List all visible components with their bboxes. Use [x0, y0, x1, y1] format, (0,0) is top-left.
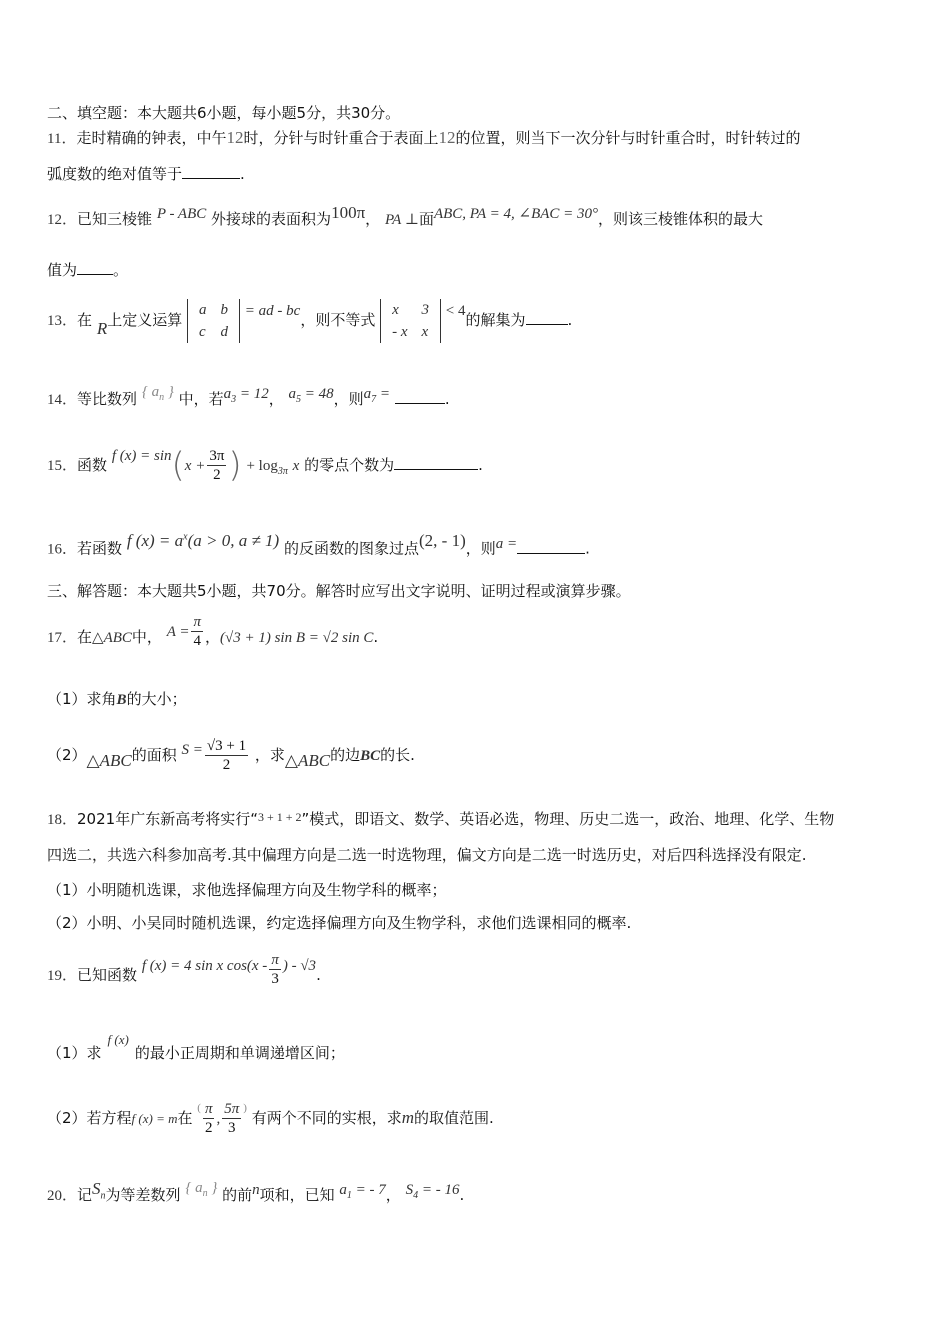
q11-end: .: [240, 165, 245, 183]
q20-number: 20．: [47, 1188, 78, 1204]
q17-p2-text-4: 的边: [330, 746, 361, 764]
q15-function: f (x) = sin: [111, 448, 172, 464]
q20-text-3: 的前: [222, 1186, 253, 1204]
det-cell: a: [199, 301, 207, 318]
q14-text-2: 中，若: [178, 390, 224, 408]
q12-answer-blank[interactable]: [77, 260, 113, 275]
q15-frac-den: 2: [213, 467, 221, 483]
det-cell: 3: [421, 301, 430, 318]
section-2-title: 二、填空题：本大题共6小题，每小题5分，共30分。: [47, 104, 401, 122]
question-19-part-2: [47, 1093, 494, 1145]
q15-end: .: [478, 456, 483, 474]
q16-condition: (a > 0, a ≠ 1): [187, 530, 280, 550]
q17-p2-text-3: ，求: [254, 746, 285, 764]
q13-definition: = ad - bc: [244, 303, 301, 319]
q19-interval-open: (: [197, 1102, 201, 1114]
q17-p2-fraction: [205, 737, 248, 774]
q12-text-5: 值为: [47, 261, 78, 279]
question-12: [47, 203, 764, 231]
question-17-part-2: [47, 730, 415, 781]
q20-an: a: [195, 1180, 203, 1196]
q17-p1-text-2: 的大小；: [126, 690, 187, 708]
question-17-part-1: [47, 688, 187, 711]
q14-a5-value: = 48: [304, 386, 334, 402]
question-18-part-1: [47, 879, 447, 901]
det-cell: x: [392, 301, 399, 318]
det-cell: - x: [392, 323, 408, 340]
det-cell: d: [220, 323, 228, 340]
q13-text-3: ，则不等式: [300, 311, 376, 329]
q19-i1-den: 2: [204, 1120, 213, 1136]
q15-log-base: 3π: [277, 466, 288, 477]
q19-interval-comma: ,: [216, 1111, 221, 1127]
q19-p2-text-3: 有两个不同的实根，求: [251, 1109, 402, 1127]
q17-p2-text-5: 的长.: [380, 746, 415, 764]
q19-number: 19．: [47, 968, 78, 984]
q17-p2-triangle: △ABC: [86, 751, 132, 770]
q19-p2-m: m: [401, 1108, 414, 1127]
question-16: [47, 530, 590, 561]
q14-end: .: [444, 390, 450, 408]
q18-text-1: 2021年广东新高考将实行“: [77, 810, 258, 828]
q16-end: .: [585, 539, 590, 558]
q12-number: 12．: [47, 212, 78, 228]
q19-interval-right: [222, 1100, 241, 1137]
q11-text-4: 弧度数的绝对值等于: [47, 165, 183, 183]
q14-sequence: { $a_n$ }: [141, 384, 174, 403]
q20-sn: $S_n$: [92, 1179, 106, 1202]
q17-p2-bc: BC: [360, 748, 381, 764]
q14-a3: $a_3 = 12$: [223, 386, 269, 405]
q15-inner: x +: [184, 458, 206, 474]
q12-text-1: 已知三棱锥: [77, 210, 153, 228]
q12-tetrahedron: P - ABC: [156, 206, 207, 222]
q20-a1-value: = - 7: [355, 1182, 386, 1198]
q13-text-4: 的解集为: [465, 311, 526, 329]
q20-s: S: [92, 1179, 101, 1198]
q17-number: 17．: [47, 630, 78, 646]
section-3-header: [47, 580, 631, 602]
q11-text-1: 走时精确的钟表，中午: [76, 129, 227, 147]
q18-part-1-text: （1）小明随机选课，求他选择偏理方向及生物学科的概率；: [47, 881, 447, 899]
q17-p2-triangle-2: △ABC: [284, 751, 331, 770]
q20-a1: $a_1$ = - 7: [339, 1182, 386, 1201]
question-13: [47, 293, 572, 348]
q17-p2-text-1: （2）: [47, 746, 87, 764]
q12-end: 。: [113, 261, 129, 279]
question-20: [47, 1179, 465, 1213]
q17-end: .: [373, 628, 379, 646]
section-3-title: 三、解答题：本大题共5小题，共70分。解答时应写出文字说明、证明过程或演算步骤。: [47, 582, 631, 600]
det-cell: x: [421, 323, 429, 340]
q17-text-1: 在: [77, 628, 93, 646]
q14-text-3: ，: [268, 390, 284, 408]
q11-text-3: 的位置，则当下一次分针与时针重合时，时针转过的: [455, 129, 801, 147]
q14-number: 14．: [47, 392, 78, 408]
q16-text-3: ，则: [465, 539, 496, 558]
q20-n: n: [252, 1182, 260, 1198]
q17-frac-num: π: [193, 614, 201, 630]
q15-answer-blank[interactable]: [394, 455, 478, 470]
q18-text-2: ”模式，即语文、数学、英语必选，物理、历史二选一，政治、地理、化学、生物: [301, 810, 835, 828]
q20-s4: $S_4$ = - 16: [405, 1182, 460, 1201]
q17-p1-text-1: （1）求角: [47, 690, 117, 708]
q15-log-arg: x: [292, 458, 300, 474]
question-17: [47, 612, 378, 663]
q19-frac-num: π: [271, 952, 279, 968]
q13-answer-blank[interactable]: [526, 310, 568, 325]
q17-angle-a: A =: [166, 624, 190, 640]
q18-part-2-text: （2）小明、小吴同时随机选课，约定选择偏理方向及生物学科，求他们选课相同的概率.: [47, 914, 632, 932]
q14-a7-value: =: [379, 386, 391, 402]
q13-number: 13．: [47, 313, 78, 329]
q16-answer-blank[interactable]: [517, 539, 585, 554]
question-11-line-2: [47, 163, 245, 185]
q15-frac-num: 3π: [209, 448, 225, 464]
q12-comma: ，: [365, 210, 381, 228]
q17-text-3: ，: [204, 628, 220, 646]
q11-value-12a: 12: [226, 128, 244, 147]
question-12-line-2: [47, 259, 128, 281]
q17-frac-den: 4: [193, 633, 201, 649]
q13-determinant-definition: [187, 299, 240, 343]
q20-sequence: { $a_n$ }: [185, 1180, 218, 1199]
question-19: [47, 950, 321, 1001]
q19-p1-text-1: （1）求: [47, 1044, 102, 1062]
q16-text-1: 若函数: [77, 539, 123, 558]
q19-end: .: [316, 966, 321, 984]
q13-text-1: 在: [77, 311, 93, 329]
question-11: [47, 127, 801, 150]
q14-text-1: 等比数列: [77, 390, 138, 408]
q14-an: a: [151, 384, 160, 400]
q20-end: .: [459, 1186, 465, 1204]
q19-function-end: ) - √3: [282, 958, 317, 974]
q19-frac-den: 3: [271, 971, 279, 987]
q17-equation: (√3 + 1) sin B = √2 sin C: [220, 630, 374, 646]
q15-number: 15．: [47, 458, 78, 474]
det-cell: b: [220, 301, 228, 318]
q12-text-2: 外接球的表面积为: [211, 210, 332, 228]
question-18-line-2: [47, 844, 807, 866]
q19-fraction: [269, 951, 281, 988]
q17-triangle: △ABC: [92, 630, 132, 646]
q19-p1-text-2: 的最小正周期和单调递增区间；: [134, 1044, 345, 1062]
question-18: [47, 808, 834, 831]
q15-paren-open: (: [171, 445, 185, 486]
q19-p1-f: f (x): [107, 1032, 129, 1047]
q13-set-r: R: [96, 319, 108, 338]
q14-answer-blank[interactable]: [395, 389, 445, 404]
q18-text-3: 四选二，共选六科参加高考.其中偏理方向是二选一时选物理，偏文方向是二选一时选历史，对后四科选择没有限定.: [47, 846, 807, 864]
q20-text-4: 项和，已知: [259, 1186, 335, 1204]
q14-text-4: ，则: [333, 390, 364, 408]
q19-p2-f: f (x) = m: [131, 1111, 178, 1126]
q15-paren-close: ): [228, 445, 242, 486]
q13-text-2: 上定义运算: [107, 311, 183, 329]
q13-end: .: [567, 311, 573, 329]
q16-a: a =: [495, 535, 518, 552]
q20-text-2: 为等差数列: [105, 1186, 181, 1204]
q16-function: [127, 531, 279, 550]
q11-number: 11．: [47, 131, 77, 147]
q17-p1-b: B: [116, 692, 127, 708]
q19-interval-left: [203, 1100, 215, 1137]
q16-f: f (x) = a: [126, 530, 184, 550]
q17-text-2: 中，: [131, 628, 162, 646]
q14-a5: $a_5 = 48$: [288, 386, 334, 405]
q13-determinant-inequality: [380, 299, 441, 343]
q12-surface-area: 100π: [331, 203, 366, 222]
q16-exponent: x: [183, 531, 188, 542]
q20-s4-value: = - 16: [421, 1182, 460, 1198]
question-15: [47, 440, 483, 497]
q19-i1-num: π: [204, 1101, 213, 1117]
q15-fraction: [207, 447, 226, 484]
q14-a3-value: = 12: [239, 386, 269, 402]
q19-p2-text-2: 在: [177, 1109, 193, 1127]
q15-text-2: 的零点个数为: [304, 456, 395, 474]
q16-point: (2, - 1): [419, 530, 466, 550]
q19-function: f (x) = 4 sin x cos(x -: [141, 958, 268, 974]
q16-text-2: 的反函数的图象过点: [283, 539, 419, 558]
q16-number: 16．: [47, 541, 78, 558]
q17-p2-frac-num: √3 + 1: [206, 738, 247, 754]
q15-log: + log: [246, 458, 278, 474]
q13-less-than: < 4: [445, 303, 466, 319]
section-2-header: [47, 102, 400, 124]
q20-text-1: 记: [77, 1186, 93, 1204]
q17-fraction: [191, 613, 203, 650]
q14-a7: $a_7$ =: [363, 386, 391, 405]
q12-text-4: ，则该三棱锥体积的最大: [598, 210, 764, 228]
q15-text-1: 函数: [77, 456, 108, 474]
q19-p2-text-1: （2）若方程: [47, 1109, 132, 1127]
q17-p2-frac-den: 2: [222, 757, 231, 773]
q17-p2-text-2: 的面积: [131, 746, 177, 764]
q17-p2-area: S =: [181, 742, 203, 758]
q19-text-1: 已知函数: [77, 966, 138, 984]
q11-answer-blank[interactable]: [182, 164, 240, 179]
q12-text-3: 面: [418, 210, 434, 228]
q19-p2-text-4: 的取值范围.: [414, 1109, 494, 1127]
q12-pa-perp: PA ⊥: [384, 212, 419, 228]
q11-text-2: 时，分针与时针重合于表面上: [243, 129, 439, 147]
q20-text-5: ，: [385, 1186, 401, 1204]
q19-interval-close: ): [243, 1102, 247, 1114]
q18-number: 18．: [47, 812, 78, 828]
question-19-part-1: [47, 1032, 345, 1065]
q18-mode: 3 + 1 + 2: [257, 810, 302, 824]
q11-value-12b: 12: [438, 128, 456, 147]
question-14: [47, 384, 450, 417]
question-18-part-2: [47, 912, 631, 934]
q19-i2-den: 3: [227, 1120, 236, 1136]
q12-condition: ABC, PA = 4, ∠BAC = 30°: [433, 206, 599, 222]
q19-i2-num: 5π: [224, 1101, 240, 1117]
det-cell: c: [199, 323, 206, 340]
